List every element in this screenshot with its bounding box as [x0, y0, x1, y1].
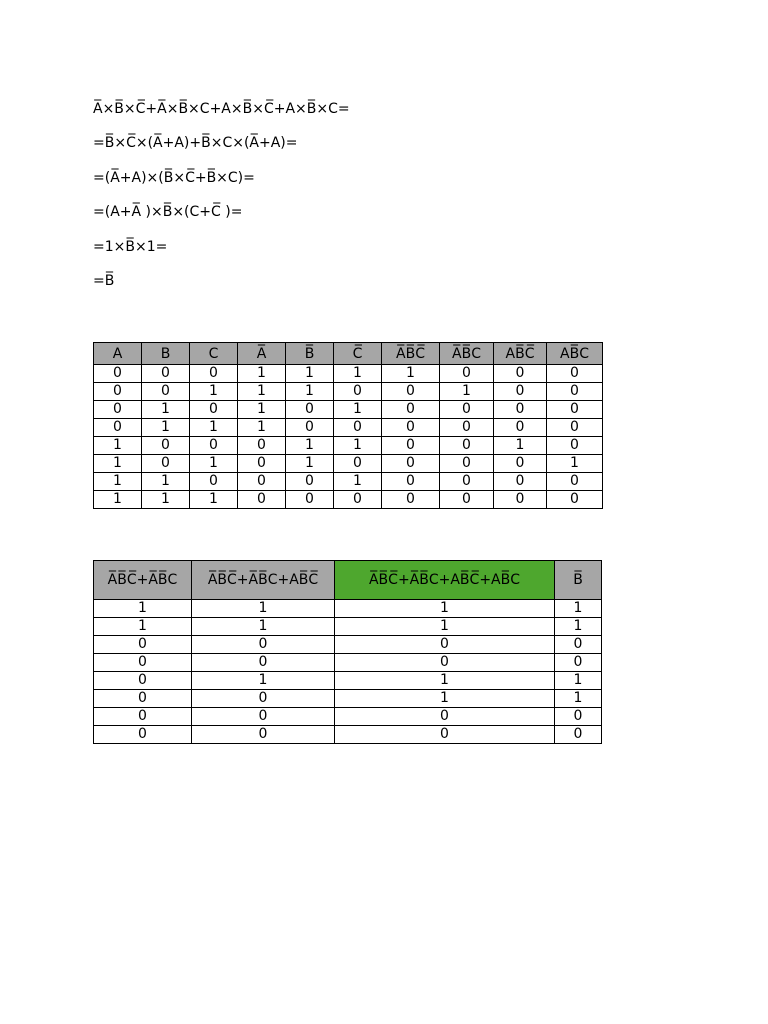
table-cell: 0	[547, 401, 603, 419]
table-cell: 0	[238, 491, 286, 509]
table-cell: 0	[440, 473, 494, 491]
result-table-header-cell: B̅	[555, 561, 602, 600]
table-cell: 0	[555, 708, 602, 726]
table-cell: 1	[142, 419, 190, 437]
table-cell: 1	[555, 618, 602, 636]
table-cell: 0	[334, 419, 382, 437]
table-cell: 1	[238, 383, 286, 401]
table-cell: 1	[286, 455, 334, 473]
table-cell: 1	[334, 365, 382, 383]
truth-table-header-cell: C	[190, 343, 238, 365]
table-cell: 0	[94, 636, 192, 654]
table-cell: 0	[190, 401, 238, 419]
table-cell: 0	[190, 365, 238, 383]
table-cell: 1	[334, 473, 382, 491]
table-cell: 0	[440, 365, 494, 383]
table-cell: 1	[286, 365, 334, 383]
truth-table-header-cell: B	[142, 343, 190, 365]
table-cell: 0	[286, 401, 334, 419]
table-cell: 1	[192, 618, 335, 636]
table-cell: 0	[94, 726, 192, 744]
table-row	[94, 473, 603, 491]
truth-table-header-cell: A̅B̅C̅	[382, 343, 440, 365]
table-cell: 0	[335, 726, 555, 744]
table-cell: 0	[192, 726, 335, 744]
table-cell: 0	[547, 383, 603, 401]
table-cell: 1	[555, 600, 602, 618]
table-cell: 0	[547, 491, 603, 509]
table-cell: 0	[382, 491, 440, 509]
table-cell: 0	[286, 473, 334, 491]
table-cell: 0	[382, 401, 440, 419]
table-cell: 0	[335, 636, 555, 654]
result-table-header-cell: A̅B̅C̅+A̅B̅C	[94, 561, 192, 600]
table-cell: 0	[238, 455, 286, 473]
table-cell: 0	[382, 473, 440, 491]
table-cell: 1	[335, 618, 555, 636]
table-cell: 1	[238, 419, 286, 437]
table-cell: 0	[440, 401, 494, 419]
table-cell: 0	[94, 672, 192, 690]
table-cell: 0	[142, 383, 190, 401]
table-cell: 1	[335, 672, 555, 690]
table-cell: 1	[238, 365, 286, 383]
table-cell: 0	[334, 491, 382, 509]
result-table	[93, 560, 602, 744]
table-cell: 1	[440, 383, 494, 401]
derivation-line: =1×B̅×1=	[93, 238, 168, 255]
table-cell: 0	[547, 419, 603, 437]
table-cell: 1	[94, 491, 142, 509]
table-row	[94, 726, 602, 744]
truth-table-header-cell: A̅	[238, 343, 286, 365]
table-cell: 0	[94, 708, 192, 726]
table-cell: 0	[94, 690, 192, 708]
table-cell: 0	[494, 419, 547, 437]
table-row	[94, 455, 603, 473]
table-cell: 0	[440, 491, 494, 509]
table-cell: 1	[190, 383, 238, 401]
table-cell: 1	[286, 383, 334, 401]
truth-table-header-cell: AB̅C	[547, 343, 603, 365]
table-cell: 1	[382, 365, 440, 383]
table-row	[94, 383, 603, 401]
table-row	[94, 618, 602, 636]
table-cell: 0	[94, 401, 142, 419]
table-cell: 0	[382, 455, 440, 473]
table-cell: 0	[494, 365, 547, 383]
table-row	[94, 600, 602, 618]
table-cell: 0	[94, 383, 142, 401]
table-cell: 0	[334, 383, 382, 401]
table-cell: 1	[334, 401, 382, 419]
table-cell: 0	[440, 419, 494, 437]
table-cell: 1	[334, 437, 382, 455]
table-cell: 0	[494, 473, 547, 491]
table-cell: 1	[94, 473, 142, 491]
table-cell: 1	[238, 401, 286, 419]
table-cell: 1	[142, 473, 190, 491]
table-cell: 0	[94, 365, 142, 383]
table-row	[94, 401, 603, 419]
table-cell: 1	[494, 437, 547, 455]
table-cell: 0	[547, 365, 603, 383]
table-cell: 0	[190, 473, 238, 491]
table-cell: 0	[494, 455, 547, 473]
truth-table-header-cell: AB̅C̅	[494, 343, 547, 365]
table-row	[94, 690, 602, 708]
result-table-header-cell: A̅B̅C̅+A̅B̅C+AB̅C̅+AB̅C	[335, 561, 555, 600]
table-cell: 0	[192, 636, 335, 654]
table-cell: 0	[286, 491, 334, 509]
table-cell: 1	[94, 618, 192, 636]
table-row	[94, 672, 602, 690]
table-cell: 1	[142, 491, 190, 509]
table-cell: 0	[440, 437, 494, 455]
table-cell: 0	[494, 401, 547, 419]
derivation-line: =B̅	[93, 272, 115, 289]
table-cell: 1	[190, 419, 238, 437]
table-cell: 1	[142, 401, 190, 419]
table-cell: 0	[335, 708, 555, 726]
truth-table-header-cell: A	[94, 343, 142, 365]
table-cell: 0	[192, 708, 335, 726]
boolean-derivation	[93, 100, 350, 306]
table-cell: 0	[547, 437, 603, 455]
table-cell: 0	[286, 419, 334, 437]
truth-table-header-row	[94, 343, 603, 365]
table-cell: 0	[382, 437, 440, 455]
derivation-line: =(A̅+A)×(B̅×C̅+B̅×C)=	[93, 169, 255, 186]
table-cell: 0	[142, 437, 190, 455]
result-table-header-row	[94, 561, 602, 600]
table-cell: 0	[190, 437, 238, 455]
table-cell: 1	[190, 455, 238, 473]
derivation-line: A̅×B̅×C̅+A̅×B̅×C+A×B̅×C̅+A×B̅×C=	[93, 101, 350, 117]
table-cell: 1	[335, 690, 555, 708]
table-cell: 1	[94, 600, 192, 618]
table-cell: 0	[555, 726, 602, 744]
table-cell: 1	[190, 491, 238, 509]
table-cell: 1	[547, 455, 603, 473]
table-cell: 0	[192, 690, 335, 708]
table-cell: 0	[555, 636, 602, 654]
truth-table-header-cell: A̅B̅C	[440, 343, 494, 365]
table-cell: 1	[555, 672, 602, 690]
table-cell: 1	[286, 437, 334, 455]
table-cell: 0	[494, 383, 547, 401]
table-cell: 0	[555, 654, 602, 672]
table-cell: 0	[192, 654, 335, 672]
table-row	[94, 437, 603, 455]
table-row	[94, 708, 602, 726]
table-cell: 0	[238, 473, 286, 491]
result-table-header-cell: A̅B̅C̅+A̅B̅C+AB̅C̅	[192, 561, 335, 600]
table-cell: 0	[335, 654, 555, 672]
table-cell: 1	[335, 600, 555, 618]
table-cell: 0	[440, 455, 494, 473]
table-cell: 0	[334, 455, 382, 473]
table-cell: 0	[494, 491, 547, 509]
table-row	[94, 365, 603, 383]
table-cell: 0	[94, 419, 142, 437]
truth-table-header-cell: B̅	[286, 343, 334, 365]
table-cell: 1	[94, 455, 142, 473]
table-cell: 0	[382, 419, 440, 437]
table-cell: 1	[192, 600, 335, 618]
derivation-line: =B̅×C̅×(A̅+A)+B̅×C×(A̅+A)=	[93, 135, 298, 152]
table-cell: 1	[94, 437, 142, 455]
table-cell: 0	[94, 654, 192, 672]
table-cell: 1	[192, 672, 335, 690]
table-row	[94, 636, 602, 654]
table-cell: 0	[142, 365, 190, 383]
table-row	[94, 491, 603, 509]
table-cell: 0	[238, 437, 286, 455]
table-cell: 0	[547, 473, 603, 491]
table-cell: 0	[382, 383, 440, 401]
truth-table-header-cell: C̅	[334, 343, 382, 365]
table-row	[94, 419, 603, 437]
table-cell: 1	[555, 690, 602, 708]
truth-table	[93, 342, 603, 509]
derivation-line: =(A+A̅ )×B̅×(C+C̅ )=	[93, 204, 243, 221]
table-cell: 0	[142, 455, 190, 473]
table-row	[94, 654, 602, 672]
